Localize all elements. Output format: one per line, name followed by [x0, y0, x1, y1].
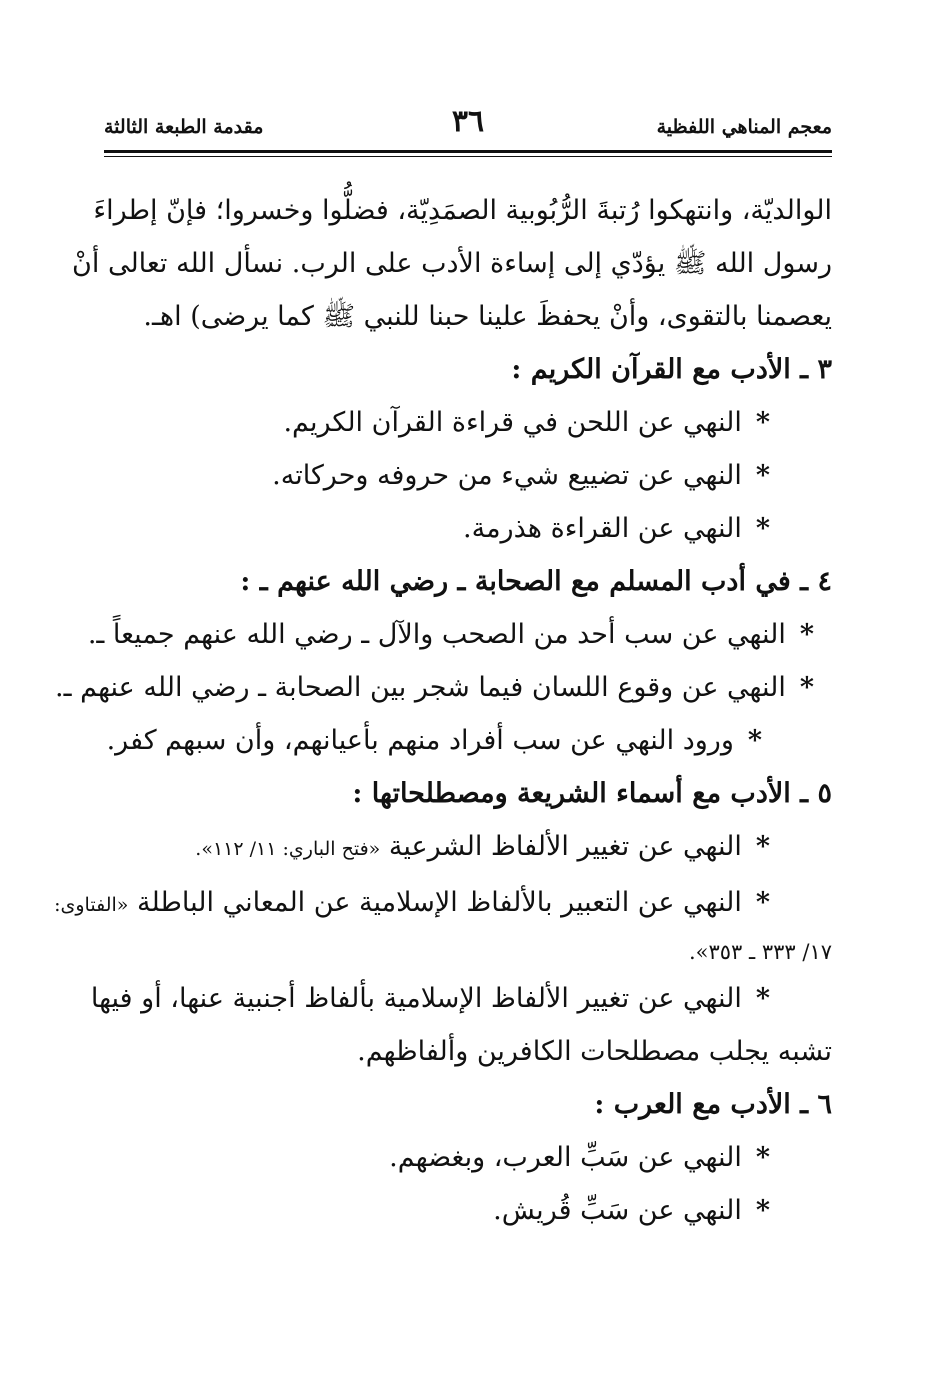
bullet-icon: *	[799, 672, 814, 703]
list-item-text: النهي عن التعبير بالألفاظ الإسلامية عن المعاني الباطلة	[136, 887, 742, 918]
section-heading-6: ٦ ـ الأدب مع العرب :	[594, 1089, 832, 1120]
list-item	[104, 396, 832, 449]
bullet-icon: *	[799, 619, 814, 650]
bullet-icon: *	[755, 887, 770, 918]
list-item-text: النهي عن اللحن في قراءة القرآن الكريم.	[283, 407, 742, 438]
list-item	[104, 820, 832, 876]
section-heading-4: ٤ ـ في أدب المسلم مع الصحابة ـ رضي الله عنهم ـ :	[240, 566, 832, 597]
list-item-text: النهي عن تضييع شيء من حروفه وحركاته.	[272, 460, 742, 491]
list-item	[104, 449, 832, 502]
paragraph-line: الوالديّة، وانتهكوا رُتبةَ الرُّبُوبية الصمَدِيّة، فضلُّوا وخسروا؛ فإنّ إطراءَ	[93, 195, 832, 226]
page-number: ٣٦	[451, 104, 485, 139]
list-item	[87, 608, 832, 661]
bullet-icon: *	[747, 725, 762, 756]
list-item	[104, 502, 832, 555]
list-item	[55, 661, 832, 714]
header-rule-thin	[104, 156, 832, 157]
running-title-section: مقدمة الطبعة الثالثة	[104, 116, 264, 138]
bullet-icon: *	[755, 1195, 770, 1226]
list-item-text: النهي عن وقوع اللسان فيما شجر بين الصحابة ـ رضي الله عنهم ـ.	[55, 672, 786, 703]
list-item-text: النهي عن القراءة هذرمة.	[463, 513, 742, 544]
bullet-icon: *	[755, 407, 770, 438]
list-item	[104, 714, 832, 767]
header-rule-thick	[104, 150, 832, 153]
section-heading-3: ٣ ـ الأدب مع القرآن الكريم :	[511, 354, 832, 385]
list-item	[104, 1131, 832, 1184]
list-item-text: النهي عن سب أحد من الصحب والآل ـ رضي الله عنهم جميعاً ـ.	[87, 619, 786, 650]
bullet-icon: *	[755, 1142, 770, 1173]
list-item-text: النهي عن سَبِّ العرب، وبغضهم.	[389, 1142, 742, 1173]
list-item	[104, 1184, 832, 1237]
list-item	[54, 876, 832, 932]
bullet-icon: *	[755, 831, 770, 862]
bullet-icon: *	[755, 983, 770, 1014]
paragraph-line: يعصمنا بالتقوى، وأنْ يحفظَ علينا حبنا للنبي ﷺ كما يرضى) اهـ.	[143, 301, 832, 332]
bullet-icon: *	[755, 513, 770, 544]
source-reference-continued: ١٧/ ٣٣٣ ـ ٣٥٣».	[688, 940, 832, 964]
list-item-continued: تشبه يجلب مصطلحات الكافرين وألفاظهم.	[357, 1036, 832, 1067]
list-item-text: النهي عن سَبِّ قُريش.	[493, 1195, 742, 1226]
page-body	[54, 184, 832, 1237]
list-item-text: النهي عن تغيير الألفاظ الشرعية	[388, 831, 742, 862]
page-header	[104, 104, 832, 148]
source-reference: «فتح الباري: ١١/ ١١٢».	[195, 838, 381, 860]
list-item-text: النهي عن تغيير الألفاظ الإسلامية بألفاظ أجنبية عنها، أو فيها	[90, 983, 742, 1014]
bullet-icon: *	[755, 460, 770, 491]
source-reference: «الفتاوى:	[54, 894, 129, 916]
list-item	[90, 972, 832, 1025]
paragraph-line: رسول الله ﷺ يؤدّي إلى إساءة الأدب على الرب. نسأل الله تعالى أنْ	[72, 248, 832, 279]
list-item-text: ورود النهي عن سب أفراد منهم بأعيانهم، وأن سبهم كفر.	[106, 725, 734, 756]
section-heading-5: ٥ ـ الأدب مع أسماء الشريعة ومصطلحاتها :	[352, 778, 832, 809]
running-title-book: معجم المناهي اللفظية	[656, 116, 832, 138]
